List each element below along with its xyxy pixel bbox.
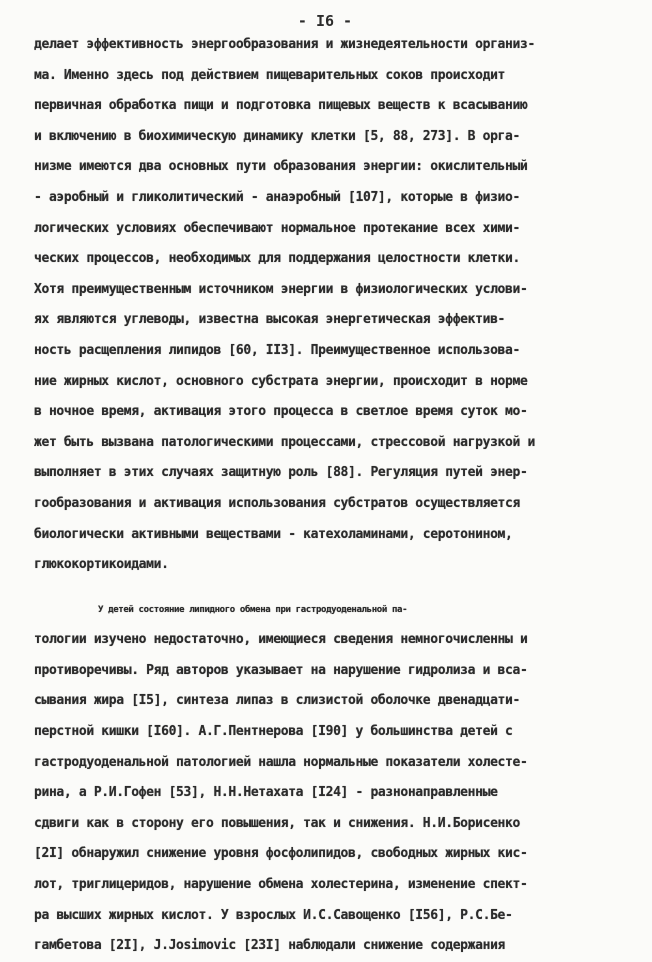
text-line: [2I] обнаружил снижение уровня фосфолипидов, свободных жирных кис- [34,846,528,862]
text-line: глюкокортикоидами. [34,557,169,573]
text-line: ма. Именно здесь под действием пищеварительных соков происходит [34,67,506,83]
text-line: Хотя преимущественным источником энергии в физиологических услови- [34,281,528,297]
text-line: ях являются углеводы, известна высокая энергетическая эффектив- [34,312,506,328]
text-line: ность расщепления липидов [60, II3]. Преимущественное использова- [34,342,520,358]
text-line: гообразования и активация использования субстратов осуществляется [34,495,520,511]
text-line: делает эффективность энергообразования и жизнедеятельности организ- [34,37,535,52]
text-line: тологии изучено недостаточно, имеющиеся сведения немногочисленны и [34,632,528,648]
text-line: сывания жира [I5], синтеза липаз в слизистой оболочке двенадцати- [34,693,520,709]
text-line: выполняет в этих случаях защитную роль [88]. Регуляция путей энер- [34,465,528,481]
text-line: низме имеются два основных пути образования энергии: окислительный [34,159,528,175]
text-line: гастродуоденальной патологией нашла нормальные показатели холесте- [34,754,528,770]
text-line: противоречивы. Ряд авторов указывает на нарушение гидролиза и вса- [34,662,528,678]
text-line: биологически активными веществами - катехоламинами, серотонином, [34,526,513,542]
text-line: в ночное время, активация этого процесса в светлое время суток мо- [34,404,528,420]
text-line: и включению в биохимическую динамику клетки [5, 88, 273]. В орга- [34,128,520,144]
text-line: перстной кишки [I60]. А.Г.Пентнерова [I90] у большинства детей с [34,724,513,740]
text-line: гамбетова [2I], J.Josimovic [23I] наблюдали снижение содержания [34,938,506,954]
text-line: сдвиги как в сторону его повышения, так и снижения. Н.И.Борисенко [34,815,520,831]
paragraph-gap [34,581,616,595]
text-line: жет быть вызвана патологическими процессами, стрессовой нагрузкой и [34,434,535,450]
body-text [34,30,616,962]
text-line: ческих процессов, необходимых для поддержания целостности клетки. [34,251,520,267]
text-line: рина, а Р.И.Гофен [53], Н.Н.Нетахата [I24] - разнонаправленные [34,785,498,801]
text-line: У детей состояние липидного обмена при гастродуоденальной па- [98,604,408,615]
text-line: первичная обработка пищи и подготовка пищевых веществ к всасыванию [34,98,528,114]
paragraph [34,30,616,581]
page-number: - I6 - [297,12,353,30]
text-line: ние жирных кислот, основного субстрата энергии, происходит в норме [34,373,528,389]
paragraph [34,595,616,962]
text-line: - аэробный и гликолитический - анаэробный [107], которые в физио- [34,189,520,205]
text-line: лот, триглицеридов, нарушение обмена холестерина, изменение спект- [34,877,528,893]
text-line: ра высших жирных кислот. У взрослых И.С.Савощенко [I56], Р.С.Бе- [34,907,513,923]
text-line: логических условиях обеспечивают нормальное протекание всех хими- [34,220,520,236]
